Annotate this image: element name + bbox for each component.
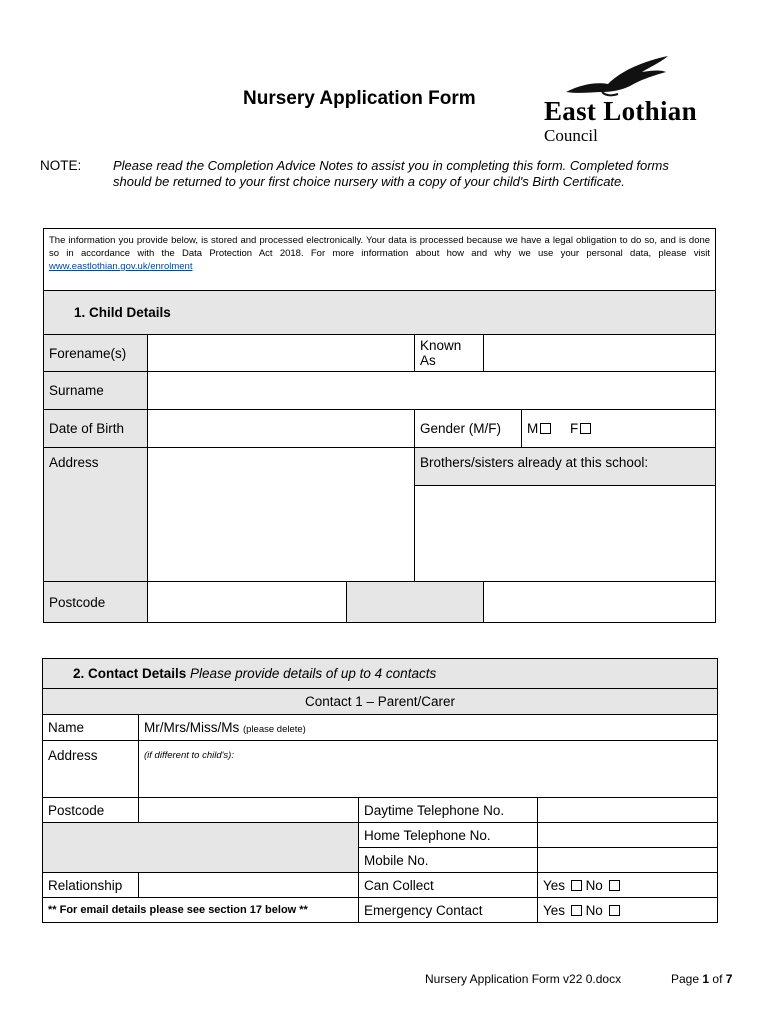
contact-details-table [42,658,718,923]
emergency-yes-label: Yes [543,902,566,918]
emergency-options [538,898,718,923]
page-total: 7 [725,972,733,986]
forename-input[interactable] [148,335,415,372]
emergency-no-checkbox[interactable] [609,905,620,916]
page-label: Page [671,972,700,986]
address-input[interactable] [148,448,415,582]
child-details-table [43,228,716,623]
can-collect-no-checkbox[interactable] [609,880,620,891]
logo-east-lothian: East Lothian [544,96,697,126]
contact-1-heading: Contact 1 – Parent/Carer [43,689,718,715]
address-label: Address [44,448,148,582]
relationship-label: Relationship [43,873,139,898]
can-collect-yes-label: Yes [543,877,566,893]
page-number [671,972,732,986]
page-current: 1 [702,972,710,986]
if-different-note: (if different to child's): [144,750,234,761]
name-titles: Mr/Mrs/Miss/Ms [144,720,240,735]
siblings-input[interactable] [415,486,716,582]
of-label: of [712,972,723,986]
emergency-yes-checkbox[interactable] [571,905,582,916]
surname-label: Surname [44,372,148,410]
gender-m-checkbox[interactable] [540,423,551,434]
gender-f-label: F [570,421,579,436]
can-collect-options [538,873,718,898]
postcode-spacer [347,582,484,623]
contact-postcode-input[interactable] [139,798,359,823]
enrolment-link[interactable]: www.eastlothian.gov.uk/enrolment [49,261,193,272]
note-text: Please read the Completion Advice Notes to assist you in completing this form. Completed forms should be returned to your first choice nursery with a copy of your child's Birth Certificate. [113,158,669,189]
gender-label: Gender (M/F) [415,410,522,448]
eagle-icon [562,54,672,98]
known-as-input[interactable] [484,335,716,372]
siblings-label: Brothers/sisters already at this school: [415,448,716,486]
name-input[interactable] [139,715,718,741]
mobile-label: Mobile No. [359,848,538,873]
council-logo [544,54,714,144]
can-collect-yes-checkbox[interactable] [571,880,582,891]
section-2-note: Please provide details of up to 4 contacts [190,666,437,681]
known-as-label: Known As [415,335,484,372]
footer-filename: Nursery Application Form v22 0.docx [425,972,622,986]
surname-input[interactable] [148,372,716,410]
section-1-heading: 1. Child Details [44,291,716,335]
mobile-input[interactable] [538,848,718,873]
can-collect-no-label: No [585,877,603,893]
section-2-title: 2. Contact Details [73,666,187,681]
dob-input[interactable] [148,410,415,448]
phone-spacer [43,823,359,873]
note-label: NOTE: [40,158,82,173]
section-2-heading [43,659,718,689]
privacy-notice [44,229,716,291]
emergency-label: Emergency Contact [359,898,538,923]
contact-address-input[interactable] [139,741,718,798]
relationship-input[interactable] [139,873,359,898]
forename-label: Forename(s) [44,335,148,372]
logo-council: Council [544,126,598,145]
dob-label: Date of Birth [44,410,148,448]
gender-f-checkbox[interactable] [580,423,591,434]
contact-postcode-label: Postcode [43,798,139,823]
email-note: ** For email details please see section 17 below ** [43,898,359,923]
postcode-extra-input[interactable] [484,582,716,623]
name-label: Name [43,715,139,741]
emergency-no-label: No [585,902,603,918]
contact-address-label: Address [43,741,139,798]
privacy-text: The information you provide below, is stored and processed electronically. Your data is processed because we have a legal obligation to do so, and is done so in accordance with the Data Protection Act 2018. For more information about how and why we use your personal data, please visit [49,235,711,259]
gender-m-label: M [527,421,539,436]
home-tel-label: Home Telephone No. [359,823,538,848]
daytime-tel-input[interactable] [538,798,718,823]
gender-options [522,410,716,448]
please-delete-note: (please delete) [243,724,306,735]
daytime-tel-label: Daytime Telephone No. [359,798,538,823]
postcode-label: Postcode [44,582,148,623]
home-tel-input[interactable] [538,823,718,848]
can-collect-label: Can Collect [359,873,538,898]
page-title: Nursery Application Form [243,88,476,109]
postcode-input[interactable] [148,582,347,623]
